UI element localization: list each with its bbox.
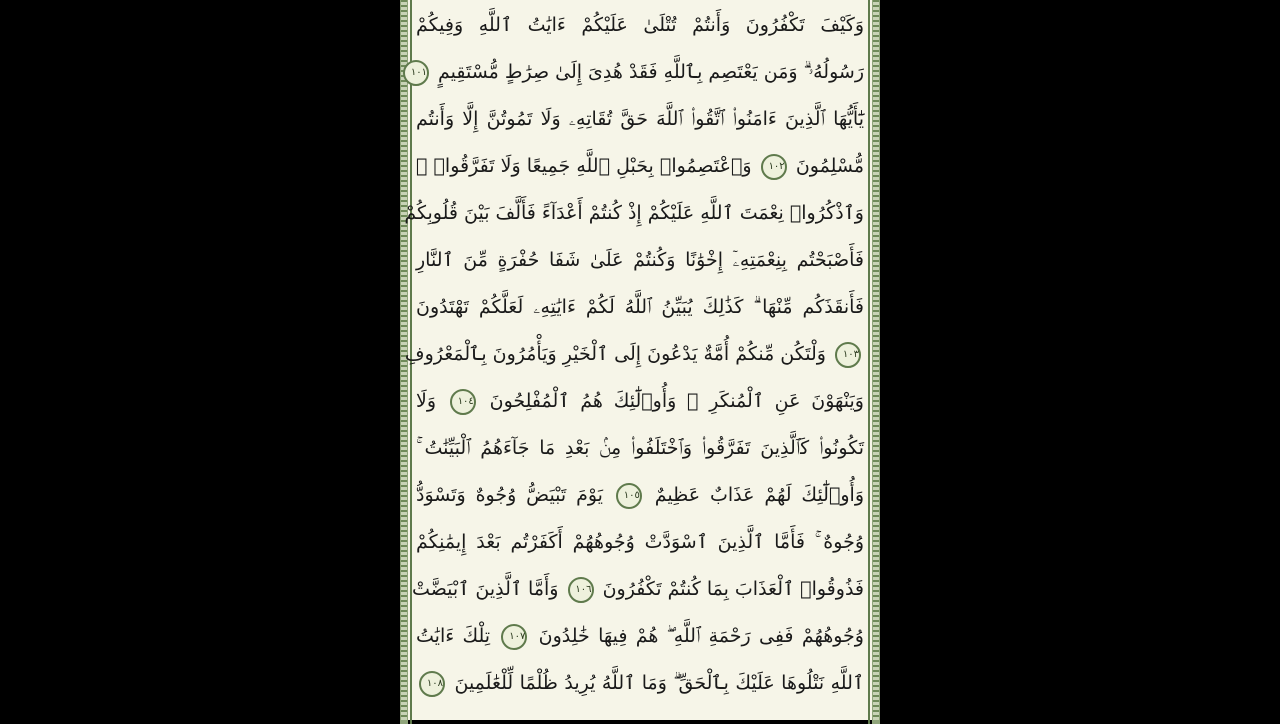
text-line-5 bbox=[404, 194, 864, 232]
text-line-3 bbox=[416, 100, 864, 138]
line-text: يَٰٓأَيُّهَا ٱلَّذِينَ ءَامَنُوا۟ ٱتَّقُوا۟ ٱللَّهَ حَقَّ تُقَاتِهِۦ وَلَا تَمُوتُنَّ إِلَّا وَأَنتُم bbox=[416, 108, 864, 130]
line-text: تَكُونُوا۟ كَٱلَّذِينَ تَفَرَّقُوا۟ وَٱخْتَلَفُوا۟ مِنۢ بَعْدِ مَا جَآءَهُمُ ٱلْبَيِّنَٰتُ ۚ bbox=[416, 437, 864, 459]
line-text: وُجُوهُهُمْ فَفِى رَحْمَةِ ٱللَّهِ ۖ هُمْ فِيهَا خَٰلِدُونَ bbox=[538, 625, 864, 647]
text-line-13 bbox=[412, 570, 864, 608]
text-line-15 bbox=[416, 664, 864, 702]
text-line-11 bbox=[416, 476, 864, 514]
ayah-number-marker: ١٠١ bbox=[403, 60, 429, 86]
line-text-continued: يَوْمَ تَبْيَضُّ وُجُوهٌ وَتَسْوَدُّ bbox=[416, 484, 603, 506]
line-text: وَأُو۟لَٰٓئِكَ لَهُمْ عَذَابٌ عَظِيمٌ bbox=[654, 484, 865, 506]
line-text: وَٱذْكُرُوا۟ نِعْمَتَ ٱللَّهِ عَلَيْكُمْ إِذْ كُنتُمْ أَعْدَآءً فَأَلَّفَ بَيْنَ قُلُوبِكُمْ bbox=[404, 202, 864, 224]
line-text: وُجُوهٌ ۚ فَأَمَّا ٱلَّذِينَ ٱسْوَدَّتْ وُجُوهُهُمْ أَكَفَرْتُم بَعْدَ إِيمَٰنِكُمْ bbox=[416, 531, 864, 553]
line-text: فَأَنقَذَكُم مِّنْهَا ۗ كَذَٰلِكَ يُبَيِّنُ ٱللَّهُ لَكُمْ ءَايَٰتِهِۦ لَعَلَّكُمْ تَهْتَدُونَ bbox=[416, 296, 864, 318]
mushaf-page bbox=[400, 0, 880, 720]
line-text: وَكَيْفَ تَكْفُرُونَ وَأَنتُمْ تُتْلَىٰ عَلَيْكُمْ ءَايَٰتُ ٱللَّهِ وَفِيكُمْ bbox=[416, 14, 864, 36]
ayah-number-marker: ١٠٨ bbox=[419, 671, 445, 697]
text-line-8 bbox=[404, 335, 864, 373]
quran-text-area bbox=[404, 0, 865, 720]
line-text-continued: تِلْكَ ءَايَٰتُ bbox=[416, 625, 491, 647]
text-line-9 bbox=[416, 382, 864, 420]
line-text: وَيَنْهَوْنَ عَنِ ٱلْمُنكَرِ ۚ وَأُو۟لَٰٓئِكَ هُمُ ٱلْمُفْلِحُونَ bbox=[489, 390, 864, 412]
ayah-number-marker: ١٠٢ bbox=[761, 154, 787, 180]
text-line-14 bbox=[416, 617, 864, 655]
text-line-2 bbox=[410, 53, 864, 91]
ayah-number-marker: ١٠٧ bbox=[501, 624, 527, 650]
text-line-7 bbox=[416, 288, 864, 326]
line-text: فَأَصْبَحْتُم بِنِعْمَتِهِۦٓ إِخْوَٰنًا وَكُنتُمْ عَلَىٰ شَفَا حُفْرَةٍ مِّنَ ٱلنَّارِ bbox=[416, 249, 864, 271]
ayah-number-marker: ١٠٤ bbox=[450, 389, 476, 415]
text-line-10 bbox=[416, 429, 864, 467]
border-ornament-right bbox=[873, 0, 879, 720]
text-line-6 bbox=[416, 241, 864, 279]
line-text: مُّسْلِمُونَ bbox=[795, 155, 864, 177]
ayah-number-marker: ١٠٦ bbox=[568, 577, 594, 603]
line-text: رَسُولُهُۥ ۗ وَمَن يَعْتَصِم بِٱللَّهِ فَقَدْ هُدِىَ إِلَىٰ صِرَٰطٍ مُّسْتَقِيمٍ bbox=[438, 61, 864, 83]
line-text: ٱللَّهِ نَتْلُوهَا عَلَيْكَ بِٱلْحَقِّ ۗ وَمَا ٱللَّهُ يُرِيدُ ظُلْمًا لِّلْعَٰلَمِينَ bbox=[454, 672, 864, 694]
text-line-1 bbox=[416, 6, 864, 44]
line-text: وَلْتَكُن مِّنكُمْ أُمَّةٌ يَدْعُونَ إِلَى ٱلْخَيْرِ وَيَأْمُرُونَ بِٱلْمَعْرُوفِ bbox=[404, 343, 826, 365]
ayah-number-marker: ١٠٣ bbox=[835, 342, 861, 368]
line-text-continued: وَلَا bbox=[416, 390, 437, 412]
line-text: فَذُوقُوا۟ ٱلْعَذَابَ بِمَا كُنتُمْ تَكْفُرُونَ bbox=[602, 578, 864, 600]
ayah-number-marker: ١٠٥ bbox=[616, 483, 642, 509]
line-text-continued: وَٱعْتَصِمُوا۟ بِحَبْلِ ٱللَّهِ جَمِيعًا وَلَا تَفَرَّقُوا۟ ۚ bbox=[416, 155, 752, 177]
text-line-4 bbox=[416, 147, 864, 185]
text-line-12 bbox=[416, 523, 864, 561]
line-text-continued: وَأَمَّا ٱلَّذِينَ ٱبْيَضَّتْ bbox=[412, 578, 559, 600]
